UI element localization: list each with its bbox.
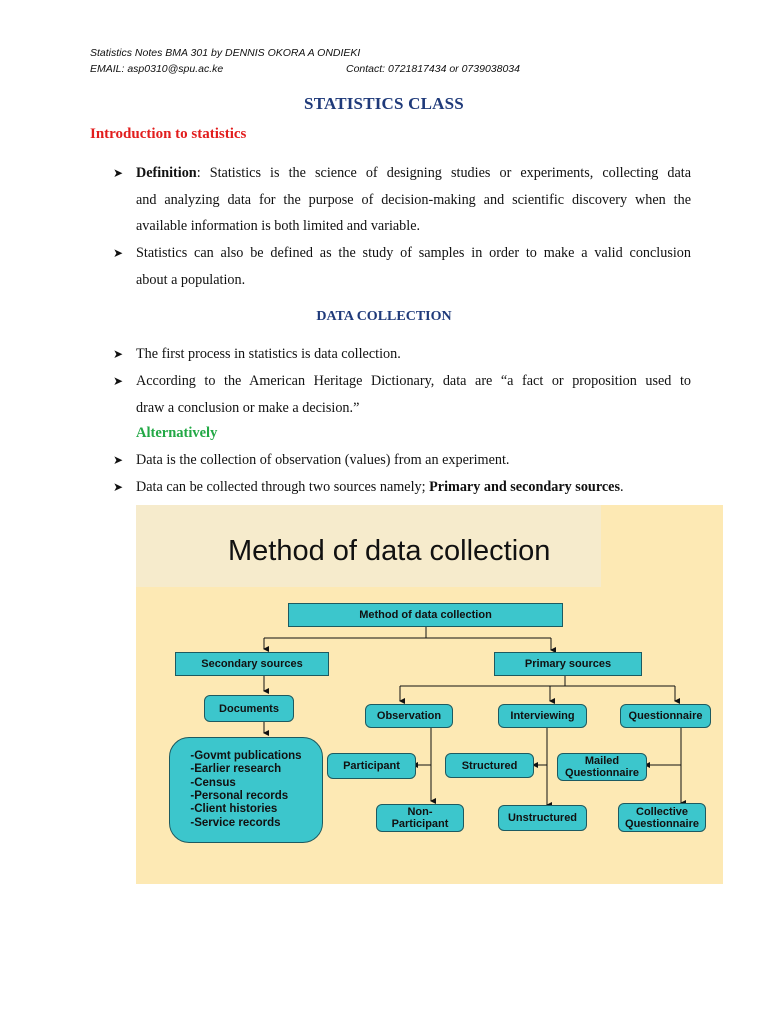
header-author-line: Statistics Notes BMA 301 by DENNIS OKORA A ONDIEKI <box>90 47 361 59</box>
header-contact: Contact: 0721817434 or 0739038034 <box>346 63 520 75</box>
questionnaire-box: Questionnaire <box>620 704 711 728</box>
figure-title: Method of data collection <box>228 535 551 567</box>
primary-sources-box: Primary sources <box>494 652 642 676</box>
bullet-arrow-icon: ➤ <box>113 453 124 467</box>
bullet-arrow-icon: ➤ <box>113 246 124 260</box>
bullet-arrow-icon: ➤ <box>113 347 124 361</box>
non-participant-box: Non- Participant <box>376 804 464 832</box>
documents-box: Documents <box>204 695 294 722</box>
unstructured-box: Unstructured <box>498 805 587 831</box>
collective-questionnaire-box: Collective Questionnaire <box>618 803 706 832</box>
structured-box: Structured <box>445 753 534 778</box>
section-heading-intro: Introduction to statistics <box>90 126 247 142</box>
bullet-arrow-icon: ➤ <box>113 166 124 180</box>
bullet-arrow-icon: ➤ <box>113 480 124 494</box>
section-heading-data-collection: DATA COLLECTION <box>316 309 452 324</box>
header-email: EMAIL: asp0310@spu.ac.ke <box>90 63 224 75</box>
observation-box: Observation <box>365 704 453 728</box>
bullet-arrow-icon: ➤ <box>113 374 124 388</box>
data-collection-diagram <box>136 505 723 884</box>
documents-list-box: -Govmt publications -Earlier research -Census -Personal records -Client histories -Service records <box>169 737 323 843</box>
participant-box: Participant <box>327 753 416 779</box>
page-title: STATISTICS CLASS <box>304 94 464 113</box>
secondary-sources-box: Secondary sources <box>175 652 329 676</box>
mailed-questionnaire-box: Mailed Questionnaire <box>557 753 647 781</box>
header-contact-line <box>90 63 590 75</box>
interviewing-box: Interviewing <box>498 704 587 728</box>
definition-label: Definition <box>136 165 197 181</box>
alternatively-heading: Alternatively <box>136 425 218 441</box>
root-box: Method of data collection <box>288 603 563 627</box>
